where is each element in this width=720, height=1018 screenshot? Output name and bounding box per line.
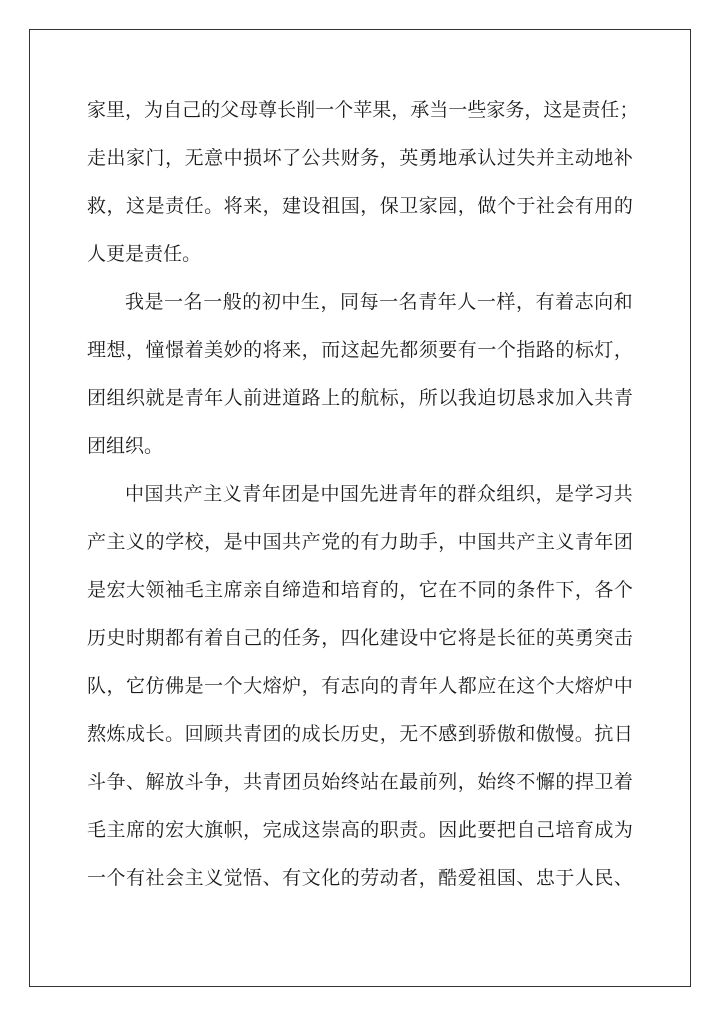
text-line: 团 组 织 就 是 青 年 人 前 进 道 路 上 的 航 标 ， 所 以 我 迫 切 恳 求 加 入 共 青 [87,387,633,409]
text-line: 毛 主 席 的 宏 大 旗 帜 ， 完 成 这 崇 高 的 职 责 。 因 此 要 把 自 己 培 育 成 为 [87,819,633,841]
text-line: 走 出 家 门 ， 无 意 中 损 坏 了 公 共 财 务 ， 英 勇 地 承 认 过 失 并 主 动 地 补 [87,147,633,169]
document-body [87,86,639,902]
text-line: 团 组 织 。 [87,435,164,457]
text-line: 家 里 ， 为 自 己 的 父 母 尊 长 削 一 个 苹 果 ， 承 当 一 些 家 务 ， 这 是 责 任 ； [87,99,639,121]
text-line: 一 个 有 社 会 主 义 觉 悟 、 有 文 化 的 劳 动 者 ， 酷 爱 祖 国 、 忠 于 人 民 、 [87,867,633,889]
text-line: 人 更 是 责 任 。 [87,243,202,265]
text-line: 是 宏 大 领 袖 毛 主 席 亲 自 缔 造 和 培 育 的 ， 它 在 不 同 的 条 件 下 ， 各 个 [87,579,633,601]
text-line: 救 ， 这 是 责 任 。 将 来 ， 建 设 祖 国 ， 保 卫 家 园 ， 做 个 于 社 会 有 用 的 [87,195,633,217]
text-line: 熬 炼 成 长 。 回 顾 共 青 团 的 成 长 历 史 ， 无 不 感 到 骄 傲 和 傲 慢 。 抗 日 [87,723,633,745]
text-line: 理 想 ， 憧 憬 着 美 妙 的 将 来 ， 而 这 起 先 都 须 要 有 一 个 指 路 的 标 灯 ， [87,339,633,361]
text-line: 历 史 时 期 都 有 着 自 己 的 任 务 ， 四 化 建 设 中 它 将 是 长 征 的 英 勇 突 击 [87,627,633,649]
text-line: 产 主 义 的 学 校 ， 是 中 国 共 产 党 的 有 力 助 手 ， 中 国 共 产 主 义 青 年 团 [87,531,633,553]
text-line: 我 是 一 名 一 般 的 初 中 生 ， 同 每 一 名 青 年 人 一 样 ， 有 着 志 向 和 [125,291,633,313]
text-line: 队 ， 它 仿 佛 是 一 个 大 熔 炉 ， 有 志 向 的 青 年 人 都 应 在 这 个 大 熔 炉 中 [87,675,633,697]
text-line: 中 国 共 产 主 义 青 年 团 是 中 国 先 进 青 年 的 群 众 组 织 ， 是 学 习 共 [125,483,633,505]
text-line: 斗 争 、 解 放 斗 争 ， 共 青 团 员 始 终 站 在 最 前 列 ， 始 终 不 懈 的 捍 卫 着 [87,771,633,793]
